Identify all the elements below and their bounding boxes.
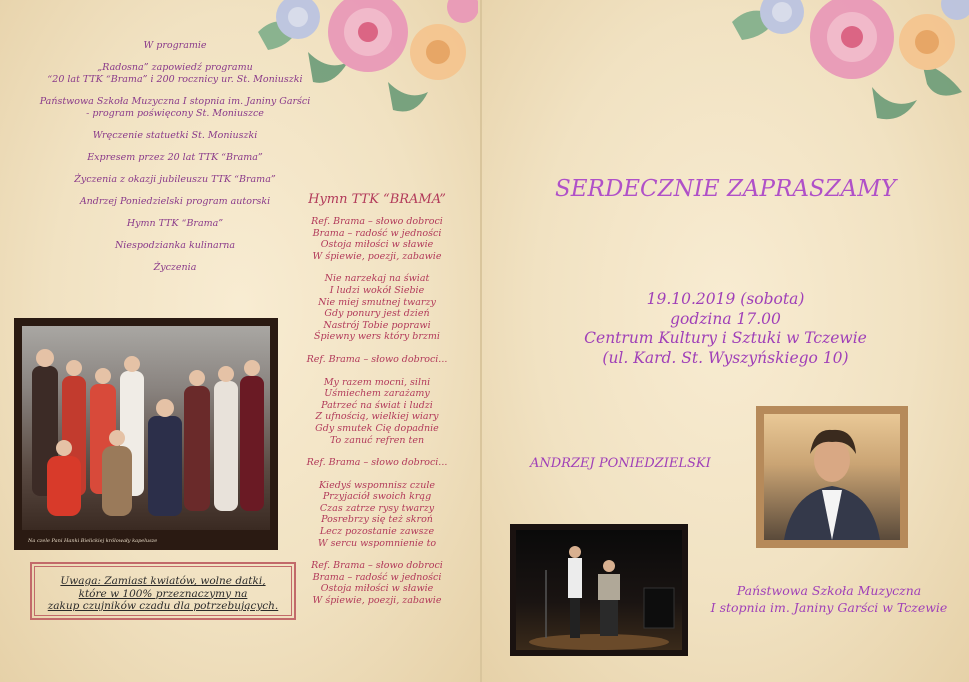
group-photo: [14, 318, 278, 550]
hymn-stanza: Ref. Brama – słowo dobroci...: [306, 457, 448, 469]
program-item: Andrzej Poniedzielski program autorski: [79, 196, 271, 207]
hymn-stanza: My razem mocni, silni Uśmiechem zarażamy Patrzeć na świat i ludzi Z ufnością, wielkiej wiary Gdy smutek Cię dopadnie To zanuć refren ten: [315, 376, 439, 446]
hymn-lyrics: [282, 216, 472, 618]
notice-line: które w 100% przeznaczymy na: [78, 587, 248, 600]
artist-photo-image: [764, 414, 900, 540]
program-item: „Radosna” zapowiedź programu “20 lat TTK “Brama” i 200 rocznicy ur. St. Moniuszki: [47, 62, 303, 85]
event-venue: Centrum Kultury i Sztuki w Tczewie: [584, 329, 867, 347]
left-page: [0, 0, 480, 682]
concert-photo-image: [516, 530, 682, 650]
event-address: (ul. Kard. St. Wyszyńskiego 10): [602, 348, 849, 367]
school-name: Państwowa Szkoła Muzyczna I stopnia im. Janiny Garści w Tczewie: [710, 583, 948, 615]
hymn-stanza: Ref. Brama – słowo dobroci Brama – radość w jedności Ostoja miłości w sławie W śpiewie, poezji, zabawie: [311, 216, 443, 262]
hymn-stanza: Nie narzekaj na świat I ludzi wokół Siebie Nie miej smutnej twarzy Gdy ponury jest dzień Nastrój Tobie poprawi Śpiewny wers który brzmi: [314, 273, 440, 343]
concert-photo: [510, 524, 688, 656]
notice-line: Uwaga: Zamiast kwiatów, wolne datki,: [60, 575, 266, 587]
hymn-stanza: Kiedyś wspomnisz czule Przyjaciół swoich krąg Czas zatrze rysy twarzy Posrebrzy się też skroń Lecz pozostanie zawsze W sercu wspomnienie to: [317, 479, 437, 549]
group-photo-figures: [22, 326, 270, 530]
donation-notice: [30, 562, 296, 620]
program-item: Niespodzianka kulinarna: [114, 240, 236, 251]
flower-decoration: [722, 0, 969, 132]
hymn-stanza: Ref. Brama – słowo dobroci...: [306, 353, 448, 365]
invitation-headline: SERDECZNIE ZAPRASZAMY: [554, 176, 897, 202]
group-photo-image: [22, 326, 270, 530]
program-item: Expresem przez 20 lat TTK “Brama”: [87, 152, 263, 163]
photo-caption: Na czele Pani Hanki Bielickiej królowały kapelusze: [28, 538, 158, 544]
donation-notice-text: [34, 566, 292, 616]
hymn-title: Hymn TTK “BRAMA”: [308, 192, 446, 207]
hymn-stanza: Ref. Brama – słowo dobroci Brama – radość w jedności Ostoja miłości w sławie W śpiewie, poezji, zabawie: [311, 560, 443, 607]
artist-figure: [764, 414, 900, 540]
program-heading: W programie: [143, 40, 207, 51]
program-item: Państwowa Szkoła Muzyczna I stopnia im. Janiny Garści - program poświęcony St. Moniuszce: [39, 96, 311, 119]
right-page: [482, 0, 969, 682]
program-item: Hymn TTK “Brama”: [126, 218, 224, 229]
event-details: [482, 290, 969, 368]
artist-name: ANDRZEJ PONIEDZIELSKI: [530, 456, 711, 471]
artist-photo: [756, 406, 908, 548]
concert-figures: [516, 530, 682, 650]
event-date: 19.10.2019 (sobota): [646, 290, 805, 308]
program-item: Życzenia z okazji jubileuszu TTK “Brama”: [74, 174, 276, 185]
program-item: Życzenia: [153, 262, 197, 273]
program-item: Wręczenie statuetki St. Moniuszki: [92, 130, 258, 141]
notice-line: zakup czujników czadu dla potrzebujących.: [47, 600, 279, 612]
event-time: godzina 17.00: [670, 309, 781, 328]
